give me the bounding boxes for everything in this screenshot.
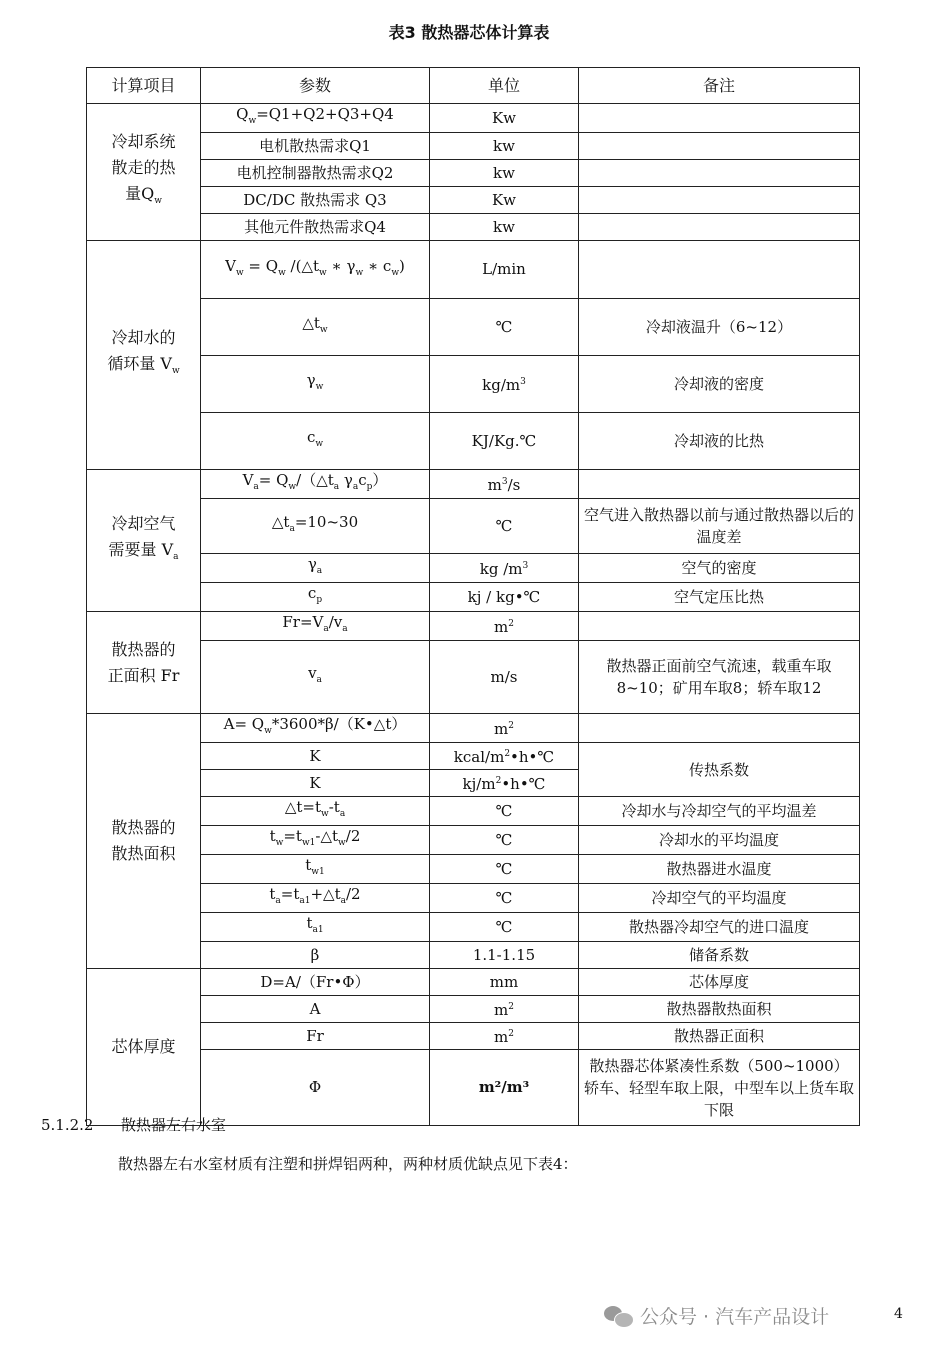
- unit-cell: $kg/m^3$: [430, 356, 579, 413]
- table-row: [87, 714, 860, 743]
- section-number: 5.1.2.2: [41, 1116, 94, 1134]
- note-cell: [579, 187, 860, 214]
- param-cell: 其他元件散热需求Q4: [201, 214, 430, 241]
- watermark: [604, 1302, 829, 1329]
- category-cell: 散热器的 散热面积: [87, 714, 201, 969]
- note-cell: [579, 214, 860, 241]
- note-cell: 冷却液的比热: [579, 413, 860, 470]
- unit-cell: kj / kg•℃: [430, 583, 579, 612]
- table-row: [87, 133, 860, 160]
- param-cell: $\gamma_a$: [201, 554, 430, 583]
- note-cell: 冷却水的平均温度: [579, 826, 860, 855]
- note-cell: 散热器冷却空气的进口温度: [579, 913, 860, 942]
- note-cell: 散热器芯体紧凑性系数（500~1000）轿车、轻型车取上限，中型车以上货车取下限: [579, 1050, 860, 1126]
- param-cell: $\gamma_w$: [201, 356, 430, 413]
- section-heading: [41, 1114, 226, 1135]
- category-cell: 芯体厚度: [87, 969, 201, 1126]
- category-cell: 冷却空气 需要量 $V_a$: [87, 470, 201, 612]
- note-cell: 储备系数: [579, 942, 860, 969]
- note-cell: 散热器散热面积: [579, 996, 860, 1023]
- param-cell: $t_{a1}$: [201, 913, 430, 942]
- param-cell: $\triangle t_w$: [201, 299, 430, 356]
- note-cell: [579, 104, 860, 133]
- table-row: [87, 356, 860, 413]
- table-row: [87, 187, 860, 214]
- note-cell: [579, 714, 860, 743]
- table-row: [87, 583, 860, 612]
- unit-cell: m²/m³: [430, 1050, 579, 1126]
- note-cell: [579, 241, 860, 299]
- param-cell: $t_a=t_{a1}+\triangle t_a/2$: [201, 884, 430, 913]
- section-title: 散热器左右水室: [121, 1116, 227, 1134]
- param-cell: DC/DC 散热需求 Q3: [201, 187, 430, 214]
- table-row: [87, 942, 860, 969]
- note-cell: 冷却空气的平均温度: [579, 884, 860, 913]
- header-cell: 参数: [201, 68, 430, 104]
- unit-cell: kw: [430, 160, 579, 187]
- table-row: [87, 641, 860, 714]
- unit-cell: $kj/m^2•h•℃$: [430, 770, 579, 797]
- note-cell: 冷却水与冷却空气的平均温差: [579, 797, 860, 826]
- table-row: [87, 996, 860, 1023]
- unit-cell: $m^3/s$: [430, 470, 579, 499]
- watermark-text: 公众号 · 汽车产品设计: [640, 1306, 830, 1328]
- table-row: [87, 884, 860, 913]
- table-row: [87, 299, 860, 356]
- param-cell: $v_a$: [201, 641, 430, 714]
- param-cell: 电机散热需求Q1: [201, 133, 430, 160]
- param-cell: $V_w = Q_w$ $/(\triangle t_w$ ∗ $\gamma_w$ ∗ $c_w$): [201, 241, 430, 299]
- param-cell: β: [201, 942, 430, 969]
- table-row: [87, 855, 860, 884]
- unit-cell: $m^2$: [430, 612, 579, 641]
- note-cell: [579, 133, 860, 160]
- param-cell: $c_p$: [201, 583, 430, 612]
- table-row: [87, 241, 860, 299]
- page-number: 4: [894, 1306, 903, 1322]
- table-row: [87, 104, 860, 133]
- table-row: [87, 797, 860, 826]
- unit-cell: ℃: [430, 499, 579, 554]
- note-cell: 冷却液温升（6~12）: [579, 299, 860, 356]
- wechat-icon: [604, 1304, 634, 1328]
- category-cell: 冷却水的 循环量 $V_w$: [87, 241, 201, 470]
- table-row: [87, 969, 860, 996]
- table-row: [87, 743, 860, 770]
- param-cell: $\triangle t=t_w-t_a$: [201, 797, 430, 826]
- body-paragraph: 散热器左右水室材质有注塑和拼焊铝两种，两种材质优缺点见下表4：: [118, 1155, 578, 1173]
- table-row: [87, 612, 860, 641]
- calculation-table: [86, 67, 860, 1126]
- note-cell: 芯体厚度: [579, 969, 860, 996]
- param-cell: K: [201, 743, 430, 770]
- note-cell: 散热器正面积: [579, 1023, 860, 1050]
- unit-cell: KJ/Kg.℃: [430, 413, 579, 470]
- table-row: [87, 913, 860, 942]
- table-row: [87, 470, 860, 499]
- param-cell: Fr: [201, 1023, 430, 1050]
- param-cell: Φ: [201, 1050, 430, 1126]
- param-cell: $Q_w=Q1+Q2+Q3+Q4$: [201, 104, 430, 133]
- header-cell: 备注: [579, 68, 860, 104]
- unit-cell: kw: [430, 214, 579, 241]
- category-cell: 冷却系统 散走的热 量$Q_w$: [87, 104, 201, 241]
- table-row: [87, 413, 860, 470]
- param-cell: D=A/（Fr•Φ）: [201, 969, 430, 996]
- table-row: [87, 214, 860, 241]
- unit-cell: $m^2$: [430, 996, 579, 1023]
- note-cell: 空气的密度: [579, 554, 860, 583]
- note-cell: [579, 470, 860, 499]
- unit-cell: ℃: [430, 299, 579, 356]
- unit-cell: $m^2$: [430, 714, 579, 743]
- unit-cell: ℃: [430, 797, 579, 826]
- unit-cell: ℃: [430, 913, 579, 942]
- table-row: [87, 160, 860, 187]
- unit-cell: ℃: [430, 855, 579, 884]
- unit-cell: kg $/m^3$: [430, 554, 579, 583]
- table-row: [87, 1023, 860, 1050]
- unit-cell: $m^2$: [430, 1023, 579, 1050]
- param-cell: $\triangle t_a=10\sim 30$: [201, 499, 430, 554]
- unit-cell: L/min: [430, 241, 579, 299]
- unit-cell: m/s: [430, 641, 579, 714]
- table-row: [87, 826, 860, 855]
- param-cell: $A= Q_w*3600*\beta/(K•\triangle t)$: [201, 714, 430, 743]
- param-cell: K: [201, 770, 430, 797]
- note-cell: [579, 160, 860, 187]
- category-cell: 散热器的 正面积 Fr: [87, 612, 201, 714]
- header-cell: 计算项目: [87, 68, 201, 104]
- param-cell: 电机控制器散热需求Q2: [201, 160, 430, 187]
- table-title: 表3 散热器芯体计算表: [388, 23, 550, 42]
- table-row: [87, 499, 860, 554]
- param-cell: A: [201, 996, 430, 1023]
- header-cell: 单位: [430, 68, 579, 104]
- unit-cell: 1.1-1.15: [430, 942, 579, 969]
- note-cell: 传热系数: [579, 743, 860, 797]
- unit-cell: kw: [430, 133, 579, 160]
- unit-cell: kcal/$m^2•h•℃$: [430, 743, 579, 770]
- note-cell: 空气定压比热: [579, 583, 860, 612]
- param-cell: $Fr=V_a/v_a$: [201, 612, 430, 641]
- note-cell: 冷却液的密度: [579, 356, 860, 413]
- table-header-row: [87, 68, 860, 104]
- param-cell: $t_w=t_{w1}-\triangle t_w/2$: [201, 826, 430, 855]
- note-cell: [579, 612, 860, 641]
- unit-cell: ℃: [430, 826, 579, 855]
- note-cell: 散热器进水温度: [579, 855, 860, 884]
- unit-cell: ℃: [430, 884, 579, 913]
- table-row: [87, 554, 860, 583]
- note-cell: 空气进入散热器以前与通过散热器以后的温度差: [579, 499, 860, 554]
- unit-cell: Kw: [430, 187, 579, 214]
- unit-cell: Kw: [430, 104, 579, 133]
- param-cell: $t_{w1}$: [201, 855, 430, 884]
- param-cell: $V_a=$ $Q_w/(\triangle t_a$ $\gamma_ac_p$）: [201, 470, 430, 499]
- unit-cell: mm: [430, 969, 579, 996]
- param-cell: $c_w$: [201, 413, 430, 470]
- note-cell: 散热器正面前空气流速，载重车取8~10；矿用车取8；轿车取12: [579, 641, 860, 714]
